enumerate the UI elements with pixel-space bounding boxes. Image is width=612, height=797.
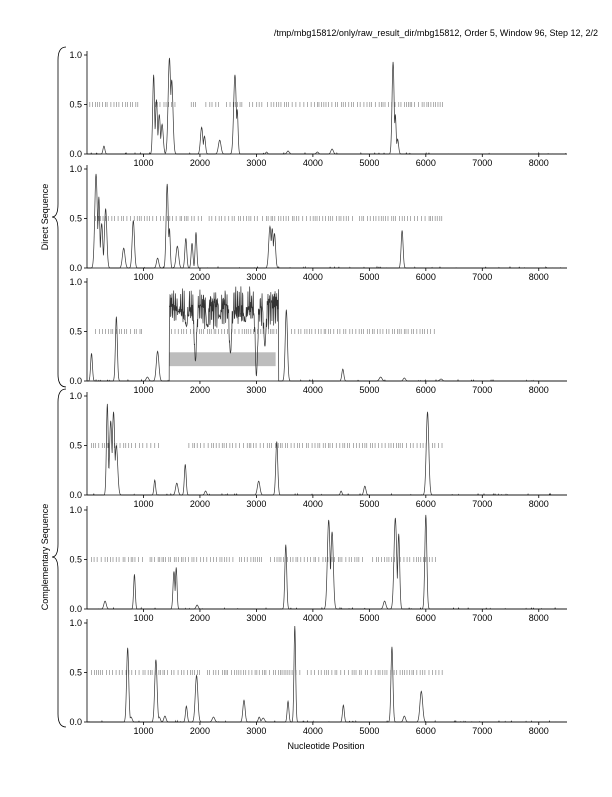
x-tick-label: 7000 bbox=[472, 726, 493, 736]
group-brace-complementary bbox=[52, 389, 66, 727]
x-tick-label: 5000 bbox=[359, 158, 380, 168]
y-tick-label: 0.5 bbox=[69, 213, 82, 224]
x-tick-label: 7000 bbox=[472, 499, 493, 509]
x-tick-label: 2000 bbox=[189, 272, 210, 282]
y-tick-label: 1.0 bbox=[69, 277, 82, 287]
panel-complementary-frame-2 bbox=[69, 505, 567, 623]
x-tick-label: 6000 bbox=[415, 726, 436, 736]
x-tick-label: 3000 bbox=[246, 385, 267, 395]
x-tick-label: 4000 bbox=[302, 726, 323, 736]
x-tick-label: 8000 bbox=[528, 613, 549, 623]
highlight-region bbox=[169, 352, 275, 366]
axes bbox=[87, 51, 567, 154]
y-tick-label: 0.5 bbox=[69, 554, 82, 565]
y-tick-label: 0.0 bbox=[69, 376, 82, 386]
x-tick-label: 3000 bbox=[246, 158, 267, 168]
half-level-marks bbox=[95, 329, 434, 334]
y-tick-label: 1.0 bbox=[69, 505, 82, 515]
y-tick-label: 1.0 bbox=[69, 391, 82, 401]
x-tick-label: 5000 bbox=[359, 385, 380, 395]
y-tick-label: 0.0 bbox=[69, 717, 82, 727]
x-tick-label: 2000 bbox=[189, 726, 210, 736]
x-tick-label: 6000 bbox=[415, 499, 436, 509]
x-tick-label: 2000 bbox=[189, 158, 210, 168]
x-tick-label: 1000 bbox=[133, 385, 154, 395]
y-tick-label: 1.0 bbox=[69, 164, 82, 174]
signal-line bbox=[87, 58, 567, 154]
signal-line bbox=[87, 286, 567, 381]
x-tick-label: 6000 bbox=[415, 158, 436, 168]
x-tick-label: 7000 bbox=[472, 613, 493, 623]
axes bbox=[87, 165, 567, 268]
x-tick-label: 8000 bbox=[528, 272, 549, 282]
x-tick-label: 1000 bbox=[133, 613, 154, 623]
x-tick-label: 3000 bbox=[246, 499, 267, 509]
x-tick-label: 8000 bbox=[528, 499, 549, 509]
x-tick-label: 8000 bbox=[528, 158, 549, 168]
half-level-marks bbox=[92, 557, 436, 562]
y-tick-label: 0.0 bbox=[69, 263, 82, 273]
x-tick-label: 4000 bbox=[302, 613, 323, 623]
panel-complementary-frame-1 bbox=[69, 391, 567, 509]
x-tick-label: 3000 bbox=[246, 613, 267, 623]
x-tick-label: 8000 bbox=[528, 726, 549, 736]
x-tick-label: 6000 bbox=[415, 272, 436, 282]
half-level-marks bbox=[92, 443, 442, 448]
panel-direct-frame-2 bbox=[69, 164, 567, 282]
x-tick-label: 1000 bbox=[133, 158, 154, 168]
panel-direct-frame-1 bbox=[69, 50, 567, 168]
y-tick-label: 0.0 bbox=[69, 149, 82, 159]
panel-complementary-frame-3 bbox=[69, 618, 567, 736]
axes bbox=[87, 392, 567, 495]
y-tick-label: 0.5 bbox=[69, 440, 82, 451]
x-tick-label: 2000 bbox=[189, 385, 210, 395]
y-tick-label: 0.5 bbox=[69, 667, 82, 678]
x-tick-label: 8000 bbox=[528, 385, 549, 395]
y-tick-label: 1.0 bbox=[69, 618, 82, 628]
x-tick-label: 4000 bbox=[302, 272, 323, 282]
x-tick-label: 5000 bbox=[359, 613, 380, 623]
panel-direct-frame-3 bbox=[69, 277, 567, 395]
signal-line bbox=[87, 174, 567, 268]
x-tick-label: 1000 bbox=[133, 726, 154, 736]
x-tick-label: 2000 bbox=[189, 499, 210, 509]
x-tick-label: 7000 bbox=[472, 385, 493, 395]
x-tick-label: 5000 bbox=[359, 272, 380, 282]
x-tick-label: 4000 bbox=[302, 158, 323, 168]
half-level-marks bbox=[95, 216, 441, 221]
x-tick-label: 3000 bbox=[246, 272, 267, 282]
signal-line bbox=[87, 515, 567, 609]
x-tick-label: 1000 bbox=[133, 499, 154, 509]
y-tick-label: 0.5 bbox=[69, 99, 82, 110]
x-tick-label: 5000 bbox=[359, 499, 380, 509]
half-level-marks bbox=[90, 102, 443, 107]
x-tick-label: 6000 bbox=[415, 385, 436, 395]
x-tick-label: 5000 bbox=[359, 726, 380, 736]
x-tick-label: 7000 bbox=[472, 272, 493, 282]
signal-line bbox=[87, 404, 567, 495]
chart-panels bbox=[69, 50, 567, 736]
x-tick-label: 6000 bbox=[415, 613, 436, 623]
x-tick-label: 1000 bbox=[133, 272, 154, 282]
y-tick-label: 1.0 bbox=[69, 50, 82, 60]
group-label-direct: Direct Sequence bbox=[40, 183, 50, 251]
x-tick-label: 7000 bbox=[472, 158, 493, 168]
x-tick-label: 4000 bbox=[302, 385, 323, 395]
y-tick-label: 0.5 bbox=[69, 326, 82, 337]
x-tick-label: 4000 bbox=[302, 499, 323, 509]
x-axis-label: Nucleotide Position bbox=[287, 741, 365, 751]
x-tick-label: 2000 bbox=[189, 613, 210, 623]
y-tick-label: 0.0 bbox=[69, 604, 82, 614]
group-brace-direct bbox=[52, 47, 66, 387]
half-level-marks bbox=[92, 670, 443, 675]
group-label-complementary: Complementary Sequence bbox=[40, 503, 50, 611]
chart-header: /tmp/mbg15812/only/raw_result_dir/mbg15812, Order 5, Window 96, Step 12, 2/2 bbox=[273, 28, 598, 38]
y-tick-label: 0.0 bbox=[69, 490, 82, 500]
x-tick-label: 3000 bbox=[246, 726, 267, 736]
